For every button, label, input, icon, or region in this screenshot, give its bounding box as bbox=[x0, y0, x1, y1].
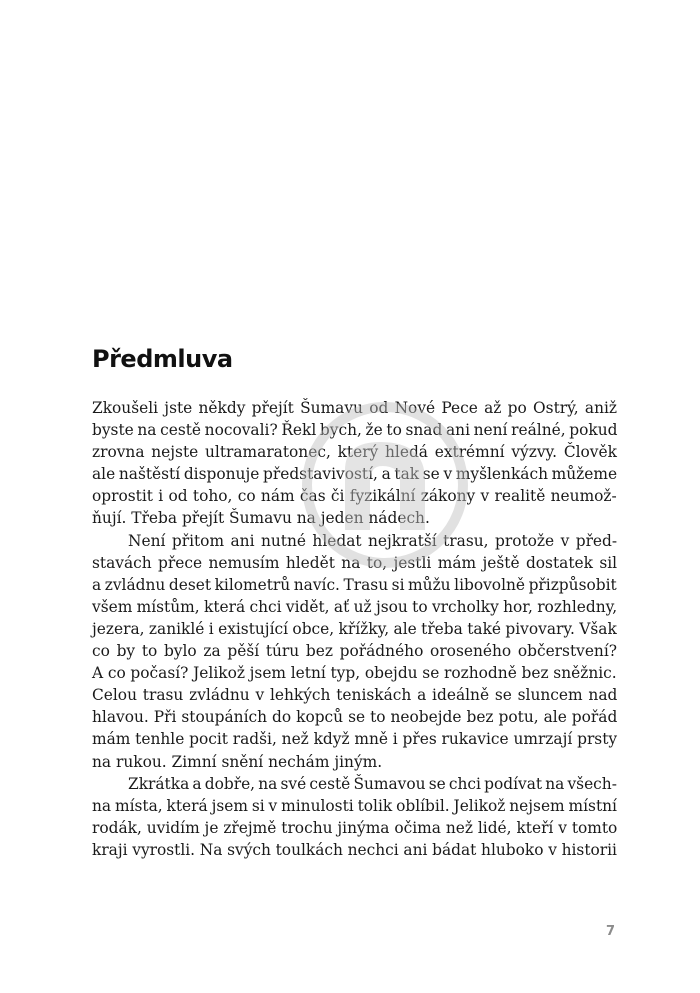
text-line: mám tenhle pocit radši, než když mně i přes rukavice umrzají prsty bbox=[92, 730, 618, 749]
text-line: všem místům, která chci vidět, ať už jsou to vrcholky hor, rozhledny, bbox=[92, 597, 618, 616]
text-line: jezera, zaniklé i existující obce, křížky, ale třeba také pivovary. Však bbox=[92, 619, 617, 638]
page-number: 7 bbox=[606, 924, 616, 939]
text-line: hlavou. Při stoupáních do kopců se to neobejde bez potu, ale pořád bbox=[92, 708, 618, 727]
text-line: Zkrátka a dobře, na své cestě Šumavou se chci podívat na všech- bbox=[128, 774, 617, 793]
text-line: co by to bylo za pěší túru bez pořádného oroseného občerstvení? bbox=[92, 642, 618, 661]
text-line: Celou trasu zvládnu v lehkých teniskách a ideálně se sluncem nad bbox=[92, 686, 618, 705]
text-line: ňují. Třeba přejít Šumavu na jeden nádech. bbox=[92, 509, 430, 528]
text-line: oprostit i od toho, co nám čas či fyzikální zákony v realitě neumož- bbox=[92, 487, 617, 506]
text-line: kraji vyrostli. Na svých toulkách nechci ani bádat hluboko v historii bbox=[92, 840, 617, 859]
text-line: rodák, uvidím je zřejmě trochu jinýma očima než lidé, kteří v tomto bbox=[92, 818, 618, 837]
text-line: Není přitom ani nutné hledat nejkratší trasu, protože v před- bbox=[128, 531, 618, 550]
text-line: a zvládnu deset kilometrů navíc. Trasu si můžu libovolně přizpůsobit bbox=[92, 575, 617, 594]
text-line: zrovna nejste ultramaratonec, který hledá extrémní výzvy. Člověk bbox=[92, 443, 617, 462]
text-line: ale naštěstí disponuje představivostí, a tak se v myšlenkách můžeme bbox=[92, 465, 618, 484]
text-line: na rukou. Zimní snění nechám jiným. bbox=[92, 752, 383, 771]
body-text bbox=[92, 397, 617, 861]
text-line: stavách přece nemusím hledět na to, jestli mám ještě dostatek sil bbox=[92, 553, 618, 572]
text-line: A co počasí? Jelikož jsem letní typ, obejdu se rozhodně bez sněžnic. bbox=[92, 664, 617, 683]
chapter-heading: Předmluva bbox=[92, 345, 233, 373]
text-line: Zkoušeli jste někdy přejít Šumavu od Nové Pece až po Ostrý, aniž bbox=[92, 399, 618, 417]
text-line: na místa, která jsem si v minulosti tolik oblíbil. Jelikož nejsem místní bbox=[92, 796, 617, 815]
text-line: byste na cestě nocovali? Řekl bych, že to snad ani není reálné, pokud bbox=[92, 421, 618, 440]
